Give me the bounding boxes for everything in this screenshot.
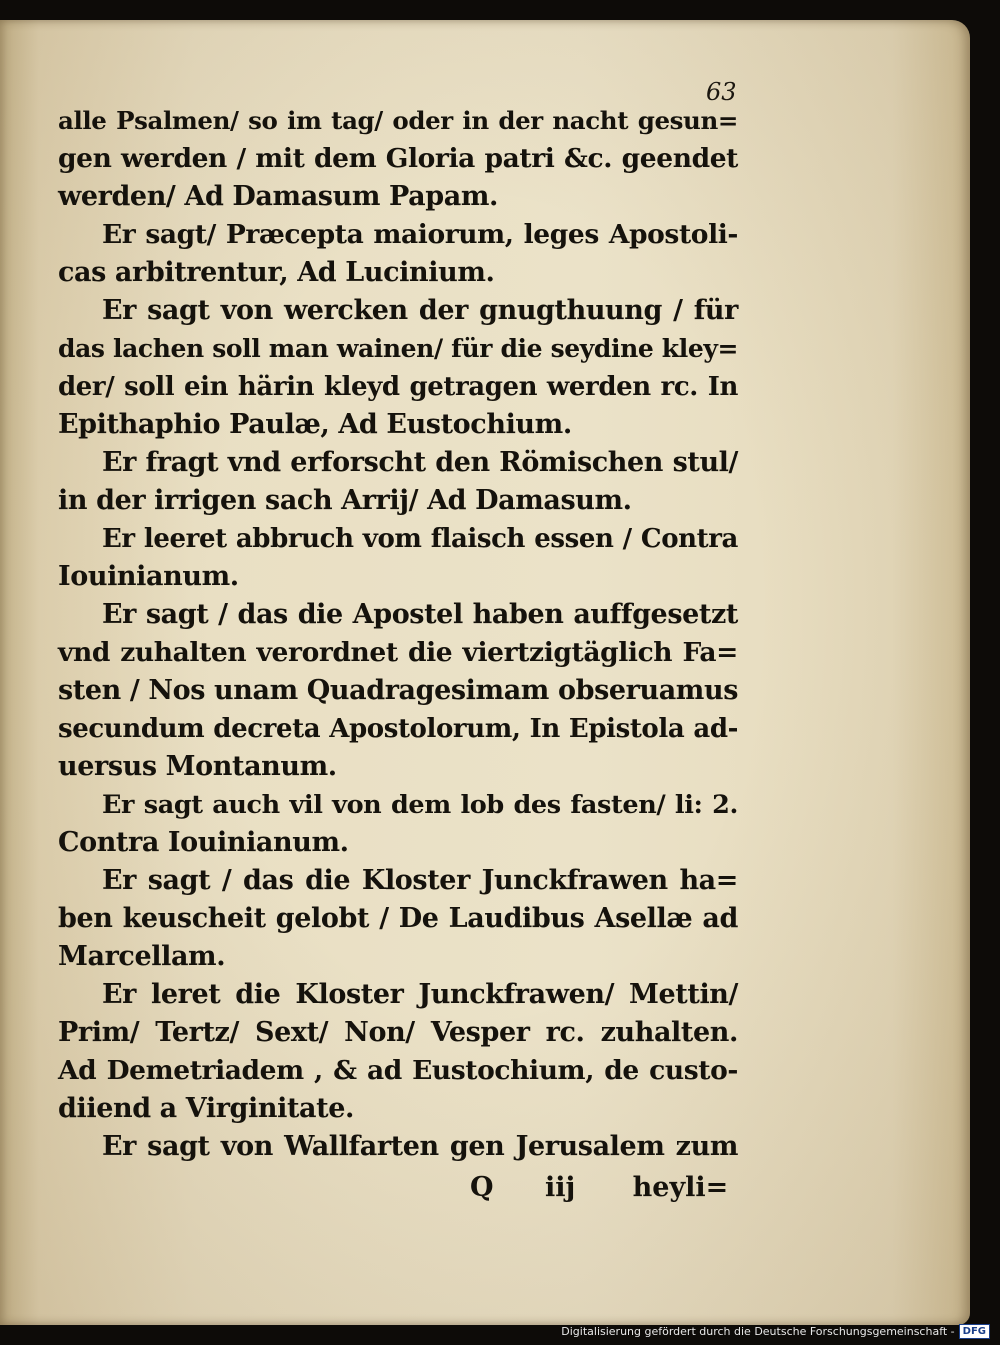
- dfg-logo: DFG: [959, 1324, 990, 1339]
- funding-footer: [561, 1324, 990, 1339]
- text-line: Iouinianum.: [58, 561, 239, 592]
- text-line: der/ soll ein härin kleyd getragen werden rc. In: [58, 372, 738, 402]
- catchline: [470, 1172, 728, 1203]
- text-line: secundum decreta Apostolorum, In Epistola ad-: [58, 714, 738, 744]
- text-line: alle Psalmen/ so im tag/ oder in der nacht gesun=: [58, 106, 738, 135]
- text-line: Er sagt von wercken der gnugthuung / für: [102, 295, 738, 326]
- text-line: ben keuscheit gelobt / De Laudibus Asellæ ad: [58, 903, 738, 934]
- text-line: Prim/ Tertz/ Sext/ Non/ Vesper rc. zuhalten.: [58, 1017, 738, 1048]
- text-line: Marcellam.: [58, 941, 226, 972]
- text-line: cas arbitrentur, Ad Lucinium.: [58, 257, 495, 288]
- text-line: Er sagt / das die Kloster Junckfrawen ha=: [102, 865, 738, 896]
- text-line: sten / Nos unam Quadragesimam obseruamus: [58, 675, 738, 706]
- page-number: 63: [706, 78, 737, 106]
- text-block: [58, 102, 738, 1166]
- text-line: Ad Demetriadem , & ad Eustochium, de custo-: [58, 1055, 738, 1086]
- folio-mark: iij: [544, 1172, 576, 1203]
- text-line: Er fragt vnd erforscht den Römischen stul/: [102, 447, 738, 478]
- text-line: gen werden / mit dem Gloria patri &c. geendet: [58, 143, 738, 174]
- catchword: heyli=: [632, 1172, 729, 1203]
- text-line: das lachen soll man wainen/ für die seydine kley=: [58, 334, 738, 363]
- book-page: [0, 20, 970, 1325]
- text-line: diiend a Virginitate.: [58, 1093, 354, 1124]
- text-line: Contra Iouinianum.: [58, 827, 349, 858]
- text-line: Er leeret abbruch vom flaisch essen / Contra: [102, 524, 738, 554]
- text-line: Er sagt / das die Apostel haben auffgesetzt: [102, 599, 738, 630]
- text-line: Er sagt/ Præcepta maiorum, leges Apostoli-: [102, 219, 738, 250]
- funding-text: Digitalisierung gefördert durch die Deutsche Forschungsgemeinschaft -: [561, 1325, 955, 1338]
- text-line: Er leret die Kloster Junckfrawen/ Mettin/: [102, 979, 738, 1010]
- text-line: Er sagt von Wallfarten gen Jerusalem zum: [102, 1131, 738, 1162]
- signature-mark: Q: [470, 1172, 494, 1203]
- text-line: in der irrigen sach Arrij/ Ad Damasum.: [58, 485, 632, 516]
- text-line: vnd zuhalten verordnet die viertzigtäglich Fa=: [58, 637, 738, 668]
- text-line: werden/ Ad Damasum Papam.: [58, 181, 499, 212]
- text-line: Epithaphio Paulæ, Ad Eustochium.: [58, 409, 572, 440]
- text-line: uersus Montanum.: [58, 751, 337, 782]
- text-line: Er sagt auch vil von dem lob des fasten/ li: 2.: [102, 790, 738, 820]
